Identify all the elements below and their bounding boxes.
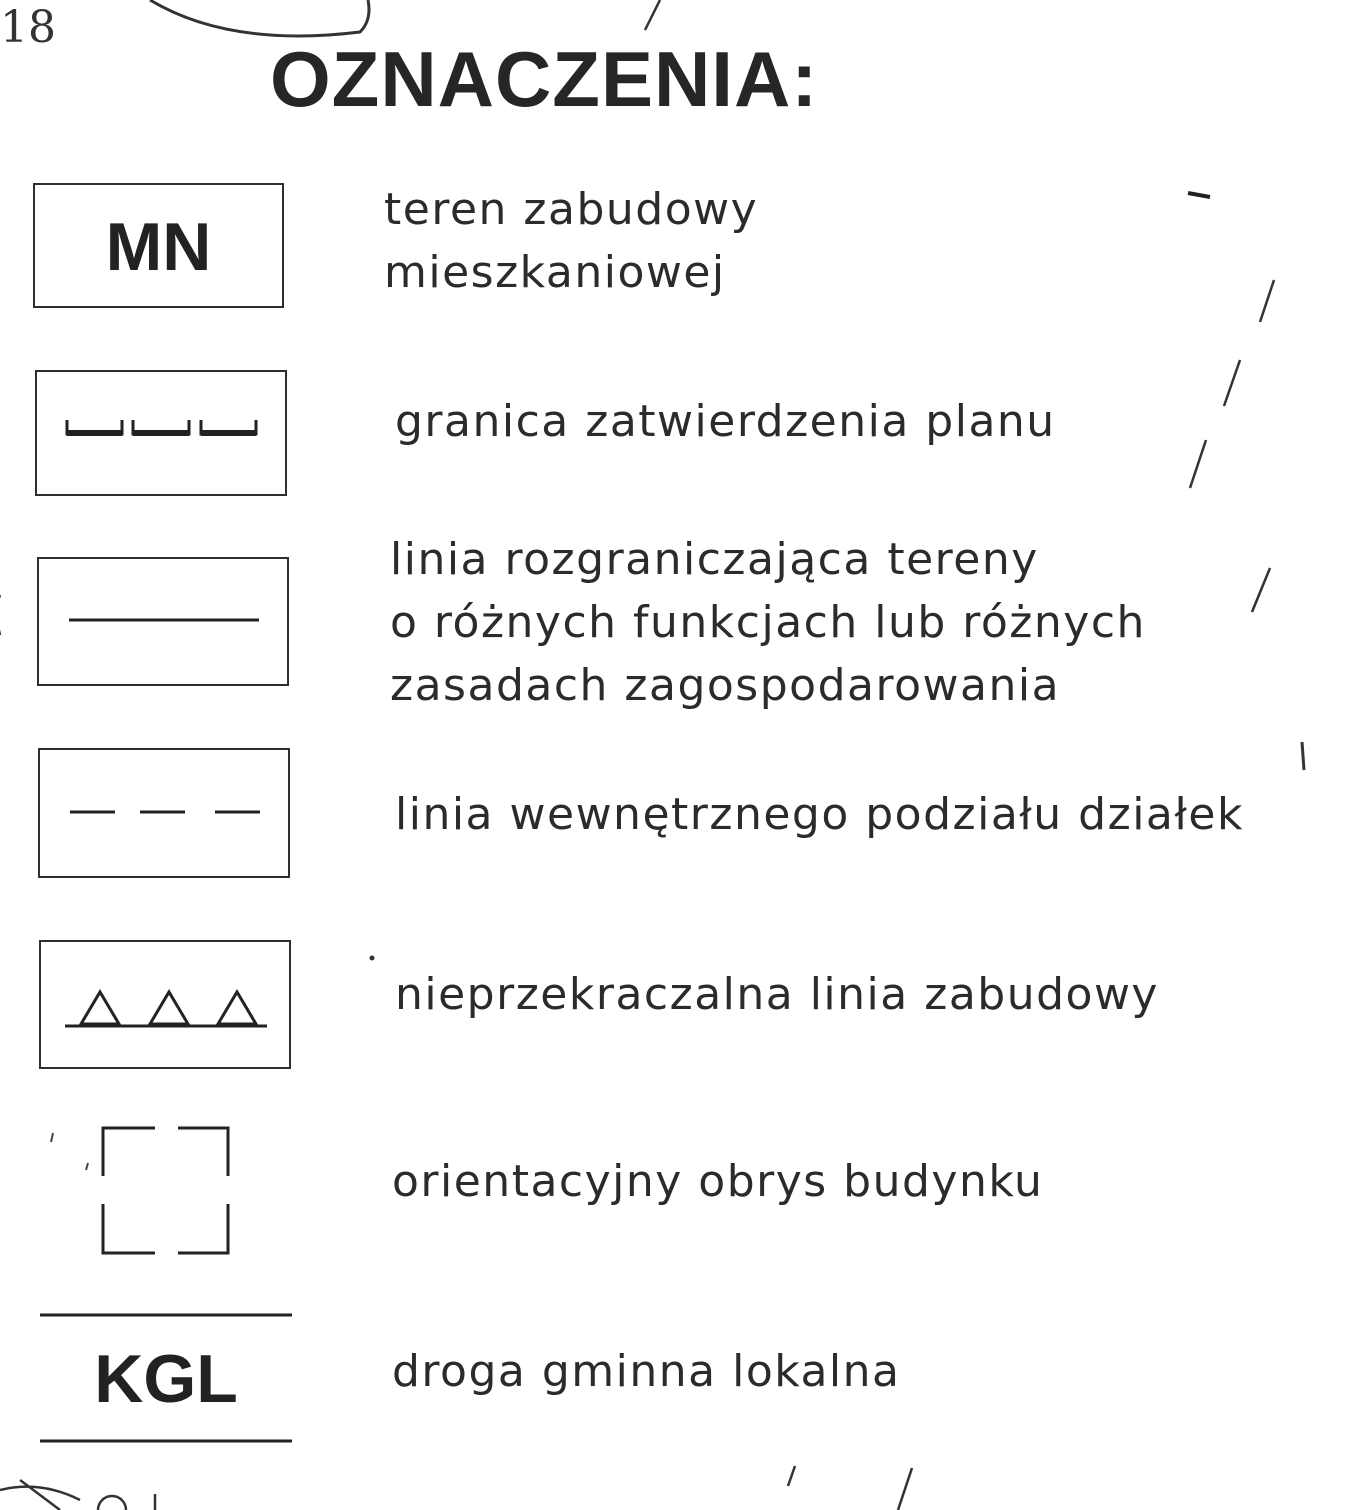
description-line: linia rozgraniczająca tereny bbox=[390, 534, 1039, 585]
legend-description-building-line bbox=[395, 963, 1159, 1026]
legend-description-residential bbox=[384, 178, 758, 304]
description-line: granica zatwierdzenia planu bbox=[395, 396, 1056, 447]
description-line: linia wewnętrznego podziału działek bbox=[395, 789, 1244, 840]
triangles-line-icon bbox=[41, 942, 289, 1067]
legend-description-internal-division bbox=[395, 783, 1244, 846]
legend-description-dividing-line bbox=[390, 528, 1146, 717]
symbol-solid-line-box bbox=[37, 557, 289, 686]
legend-description-building-outline bbox=[392, 1150, 1043, 1213]
symbol-code-kgl: KGL bbox=[94, 1341, 238, 1417]
legend-description-plan-boundary bbox=[395, 390, 1056, 453]
description-line: teren zabudowy bbox=[384, 184, 759, 235]
symbol-mn-box bbox=[33, 183, 284, 308]
symbol-code-mn: MN bbox=[105, 209, 212, 285]
description-line: o różnych funkcjach lub różnych bbox=[390, 597, 1146, 648]
legend-description-road bbox=[392, 1340, 900, 1403]
solid-line-icon bbox=[39, 559, 287, 684]
legend-title: OZNACZENIA: bbox=[270, 35, 819, 123]
plan-boundary-line-icon bbox=[37, 372, 285, 494]
corner-note: 18 bbox=[0, 2, 56, 53]
symbol-dashed-line-box bbox=[38, 748, 290, 878]
dashed-line-icon bbox=[40, 750, 288, 876]
description-line: droga gminna lokalna bbox=[392, 1346, 901, 1397]
description-line: mieszkaniowej bbox=[384, 247, 726, 298]
description-line: nieprzekraczalna linia zabudowy bbox=[395, 969, 1159, 1020]
description-line: zasadach zagospodarowania bbox=[390, 660, 1061, 711]
description-line: orientacyjny obrys budynku bbox=[392, 1156, 1044, 1207]
symbol-plan-boundary-box bbox=[35, 370, 287, 496]
symbol-triangles-box bbox=[39, 940, 291, 1069]
